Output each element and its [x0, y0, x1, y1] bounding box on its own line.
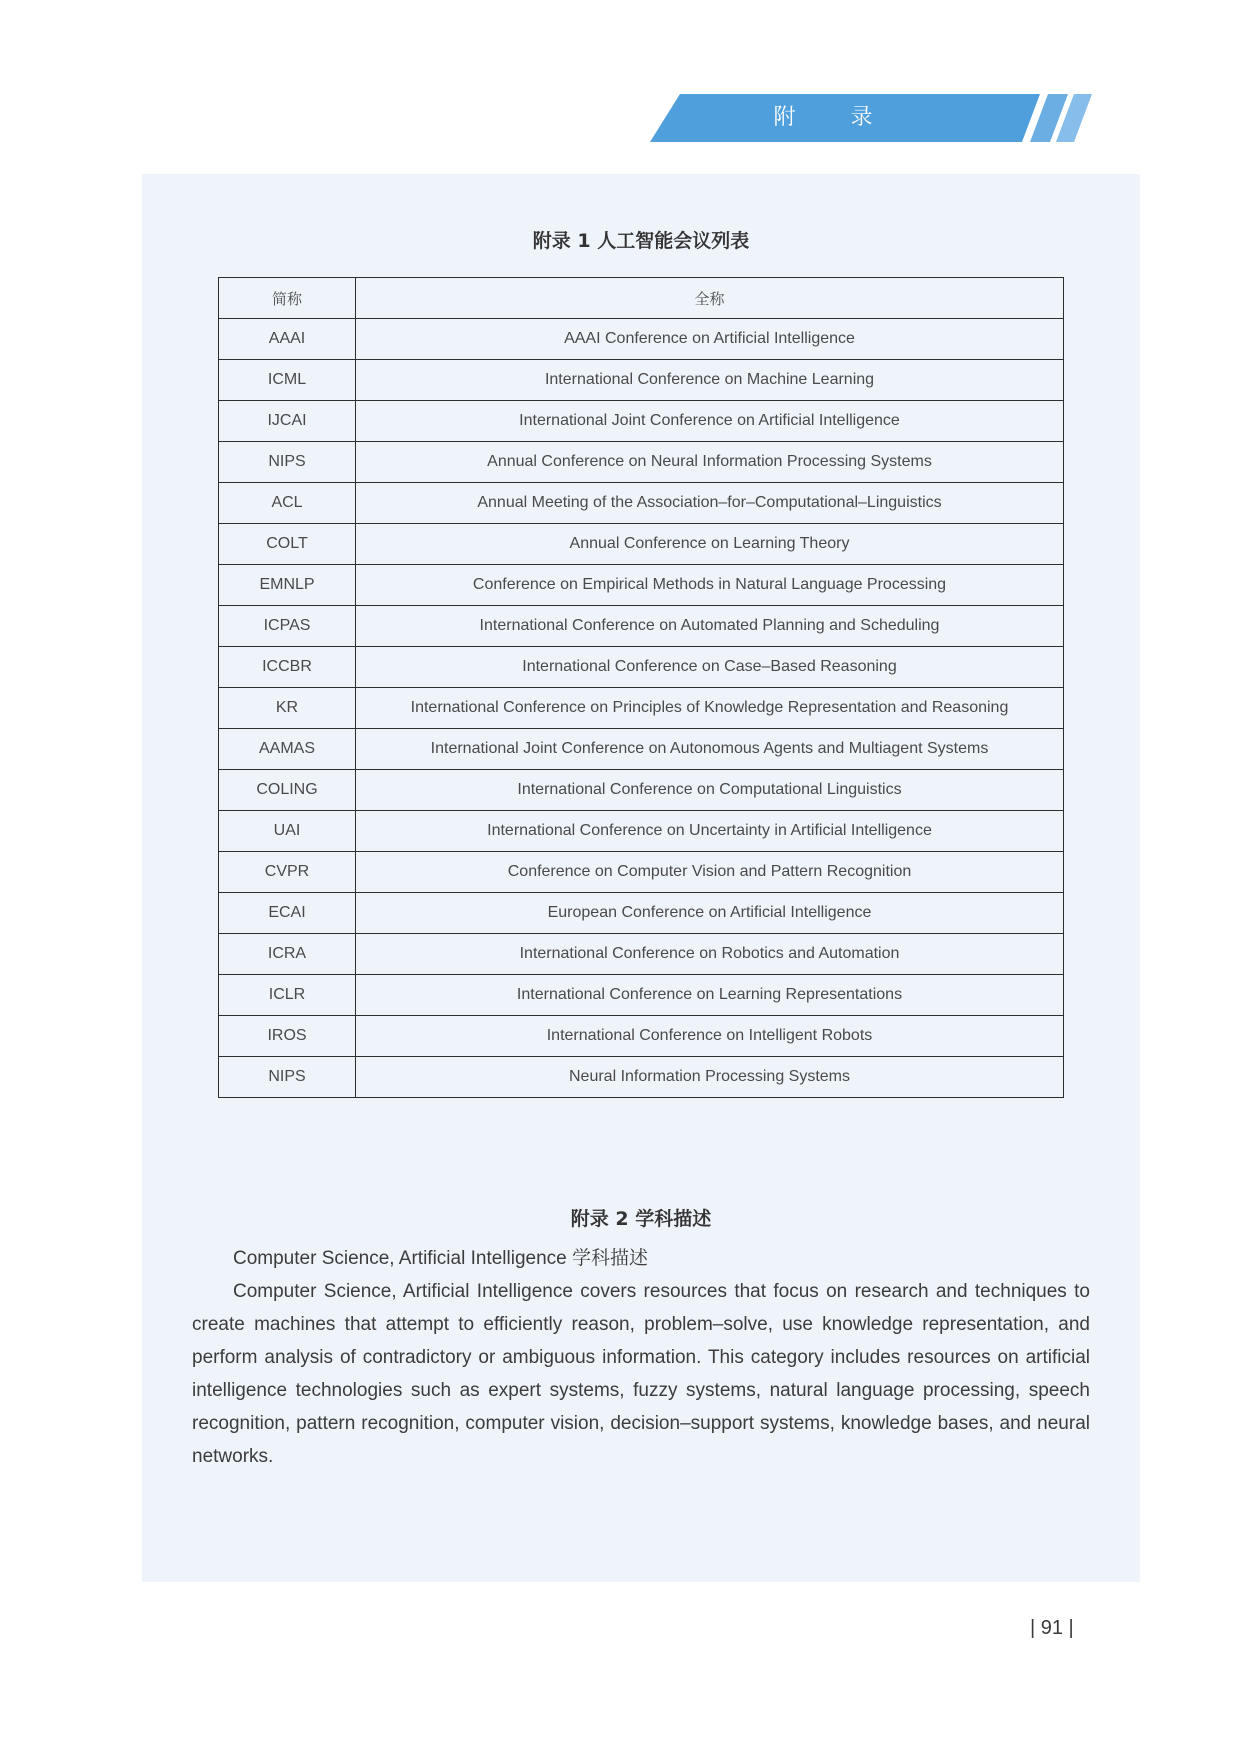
conference-abbr: ACL: [219, 483, 356, 524]
conference-abbr: CVPR: [219, 852, 356, 893]
table-row: [219, 565, 1064, 606]
conference-fullname: International Conference on Intelligent Robots: [356, 1016, 1064, 1057]
section-banner: [650, 94, 1110, 142]
conference-abbr: IROS: [219, 1016, 356, 1057]
appendix2-title: 附录 2 学科描述: [570, 1208, 712, 1230]
table-body: [219, 319, 1064, 1098]
conference-abbr: NIPS: [219, 1057, 356, 1098]
conference-abbr: ICCBR: [219, 647, 356, 688]
conference-fullname: International Conference on Learning Representations: [356, 975, 1064, 1016]
column-header-fullname: 全称: [356, 278, 1064, 319]
conference-fullname: AAAI Conference on Artificial Intelligence: [356, 319, 1064, 360]
table-row: [219, 1016, 1064, 1057]
appendix2-body: Computer Science, Artificial Intelligence covers resources that focus on research and techniques to create machines that attempt to efficiently reason, problem–solve, use knowledge representation, and perform analysis of contradictory or ambiguous information. This category includes resources on artificial intelligence technologies such as expert systems, fuzzy systems, natural language processing, speech recognition, pattern recognition, computer vision, decision–support systems, knowledge bases, and neural networks.: [192, 1281, 1090, 1467]
column-header-abbr: 简称: [219, 278, 356, 319]
conference-fullname: International Joint Conference on Autonomous Agents and Multiagent Systems: [356, 729, 1064, 770]
page-number: | 91 |: [1030, 1617, 1074, 1639]
conference-abbr: ICRA: [219, 934, 356, 975]
appendix2-subtitle: Computer Science, Artificial Intelligence 学科描述: [233, 1248, 648, 1269]
conference-abbr: COLT: [219, 524, 356, 565]
conference-fullname: International Conference on Automated Planning and Scheduling: [356, 606, 1064, 647]
conference-fullname: International Conference on Uncertainty in Artificial Intelligence: [356, 811, 1064, 852]
conference-fullname: Annual Meeting of the Association–for–Computational–Linguistics: [356, 483, 1064, 524]
conference-fullname: International Joint Conference on Artificial Intelligence: [356, 401, 1064, 442]
conference-fullname: International Conference on Computational Linguistics: [356, 770, 1064, 811]
table-row: [219, 770, 1064, 811]
conference-fullname: Conference on Computer Vision and Pattern Recognition: [356, 852, 1064, 893]
conference-fullname: International Conference on Machine Learning: [356, 360, 1064, 401]
conference-abbr: NIPS: [219, 442, 356, 483]
content-panel: [142, 174, 1140, 1582]
table-row: [219, 811, 1064, 852]
conference-abbr: AAAI: [219, 319, 356, 360]
conference-abbr: EMNLP: [219, 565, 356, 606]
conference-abbr: UAI: [219, 811, 356, 852]
conference-abbr: ICLR: [219, 975, 356, 1016]
conference-abbr: ICPAS: [219, 606, 356, 647]
table-row: [219, 647, 1064, 688]
table-row: [219, 852, 1064, 893]
table-row: [219, 319, 1064, 360]
table-row: [219, 975, 1064, 1016]
conference-abbr: COLING: [219, 770, 356, 811]
table-row: [219, 524, 1064, 565]
conference-fullname: International Conference on Case–Based Reasoning: [356, 647, 1064, 688]
conference-abbr: ECAI: [219, 893, 356, 934]
conference-abbr: ICML: [219, 360, 356, 401]
table-row: [219, 1057, 1064, 1098]
conference-abbr: IJCAI: [219, 401, 356, 442]
conference-fullname: Annual Conference on Neural Information Processing Systems: [356, 442, 1064, 483]
conference-fullname: Neural Information Processing Systems: [356, 1057, 1064, 1098]
table-row: [219, 360, 1064, 401]
table-row: [219, 893, 1064, 934]
table-header-row: [219, 278, 1064, 319]
table-row: [219, 688, 1064, 729]
conference-fullname: Annual Conference on Learning Theory: [356, 524, 1064, 565]
conference-table: [218, 277, 1064, 1098]
conference-fullname: International Conference on Robotics and Automation: [356, 934, 1064, 975]
conference-fullname: European Conference on Artificial Intelligence: [356, 893, 1064, 934]
table-row: [219, 442, 1064, 483]
conference-abbr: KR: [219, 688, 356, 729]
section-label: 附 录: [773, 105, 897, 130]
appendix1-title: 附录 1 人工智能会议列表: [532, 230, 750, 252]
conference-fullname: Conference on Empirical Methods in Natural Language Processing: [356, 565, 1064, 606]
conference-fullname: International Conference on Principles of Knowledge Representation and Reasoning: [356, 688, 1064, 729]
conference-abbr: AAMAS: [219, 729, 356, 770]
table-row: [219, 729, 1064, 770]
table-row: [219, 483, 1064, 524]
table-row: [219, 401, 1064, 442]
table-row: [219, 934, 1064, 975]
table-row: [219, 606, 1064, 647]
